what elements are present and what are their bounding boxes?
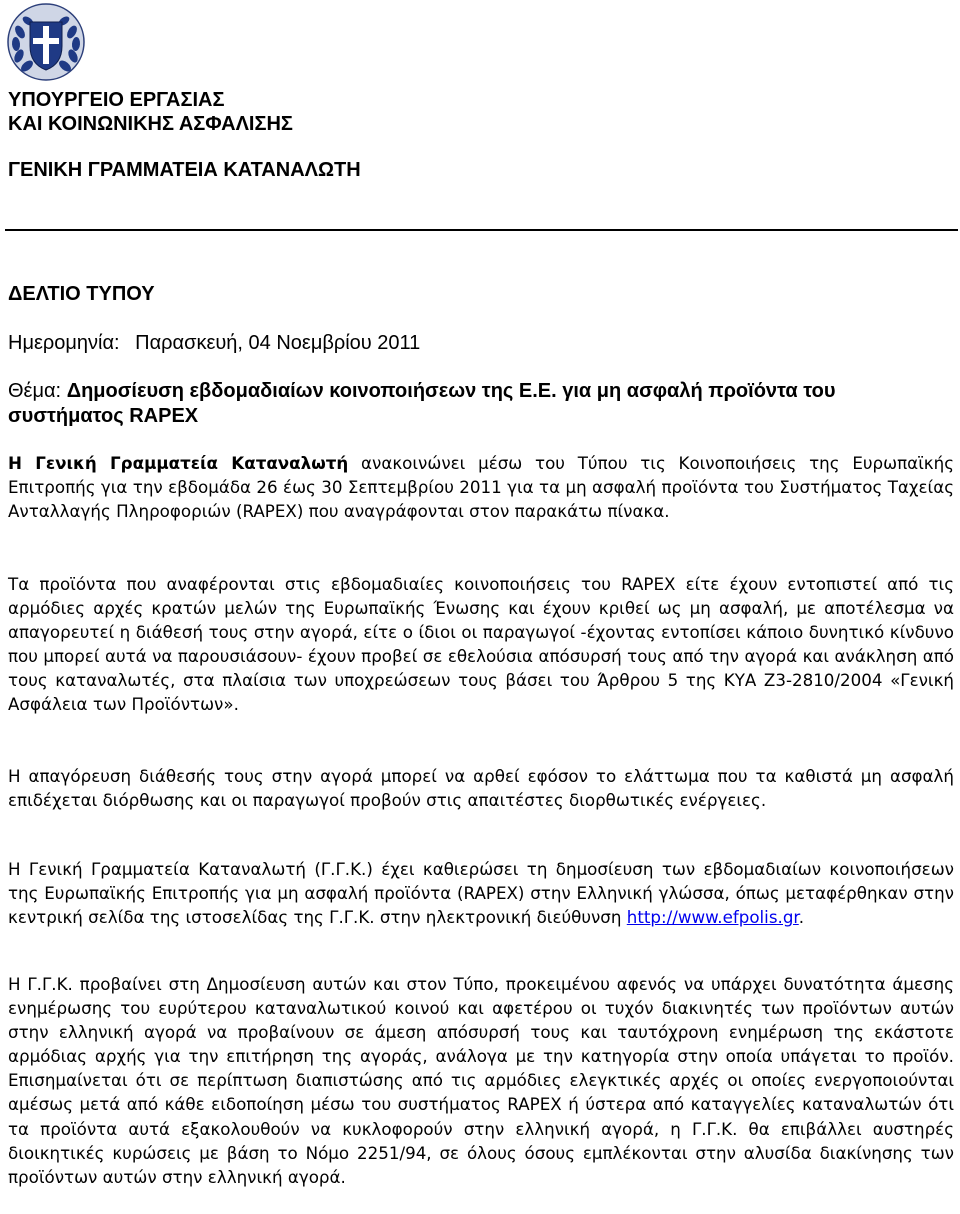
greek-coat-of-arms-emblem xyxy=(6,2,86,82)
date-value: Παρασκευή, 04 Νοεμβρίου 2011 xyxy=(135,332,421,354)
header-divider xyxy=(5,229,958,231)
paragraph-press-publication: Η Γ.Γ.Κ. προβαίνει στη Δημοσίευση αυτών και στον Τύπο, προκειμένου αφενός να υπάρχει δυνατότητα άμεσης ενημέρωσης του ευρύτερου καταναλωτικού κοινού και αφετέρου οι τυχόν διακινητές των προϊόντων αυτών στην ελληνική αγορά να προβαίνουν σε άμεση απόσυρσή τους και ταυτόχρονη ενημέρωση της εκάστοτε αρμόδιας αρχής για την επιτήρηση της αγοράς, ανάλογα με την κατηγορία στην οποία υπάγεται το προϊόν. Επισημαίνεται ότι σε περίπτωση διαπιστώσης από τις αρμόδιες ελεγκτικές αρχές οι οποίες ενεργοποιούνται αμέσως μετά από κάθε ειδοποίηση μέσω του συστήματος RAPEX ή ύστερα από καταγγελίες καταναλωτών ότι τα προϊόντα αυτά εξακολουθούν να κυκλοφορούν στην ελληνική αγορά, η Γ.Γ.Κ. θα επιβάλλει αυστηρές διοικητικές κυρώσεις με βάση το Νόμο 2251/94, σε όλους όσους εμπλέκονται στην αλυσίδα διακίνησης των προϊόντων αυτών στην ελληνική αγορά. xyxy=(8,974,954,1187)
publication-text: Η Γενική Γραμματεία Καταναλωτή (Γ.Γ.Κ.) έχει καθιερώσει τη δημοσίευση των εβδομαδιαίων κοινοποιήσεων της Ευρωπαϊκής Επιτροπής για μη ασφαλή προϊόντα (RAPEX) στην Ελληνική γλώσσα, όπως μεταφέρθηκαν στην κεντρική σελίδα της ιστοσελίδας της Γ.Γ.Κ. στην ηλεκτρονική διεύθυνση xyxy=(8,859,954,928)
announcement-text: ανακοινώνει μέσω του Τύπου τις Κοινοποιήσεις της Ευρωπαϊκής Επιτροπής για την εβδομάδα 26 έως 30 Σεπτεμβρίου 2011 για τα μη ασφαλή προϊόντα του Συστήματος Ταχείας Ανταλλαγής Πληροφοριών (RAPEX) που αναγράφονται στον παρακάτω πίνακα. xyxy=(8,453,954,522)
publication-end: . xyxy=(798,907,805,928)
general-secretariat-name: ΓΕΝΙΚΗ ΓΡΑΜΜΑΤΕΙΑ ΚΑΤΑΝΑΛΩΤΗ xyxy=(8,159,361,181)
date-line xyxy=(8,330,420,356)
paragraph-ban-lifting: Η απαγόρευση διάθεσής τους στην αγορά μπορεί να αρθεί εφόσον το ελάττωμα που τα καθιστά μη ασφαλή επιδέχεται διόρθωσης και οι παραγωγοί προβούν στις απαιτέστες διορθωτικές ενέργειες. xyxy=(8,766,954,811)
subject-text-line-2: συστήματος RAPEX xyxy=(8,405,199,427)
ministry-name-line-2: ΚΑΙ ΚΟΙΝΩΝΙΚΗΣ ΑΣΦΑΛΙΣΗΣ xyxy=(8,113,293,135)
efpolis-website-link[interactable]: http://www.efpolis.gr xyxy=(626,907,799,928)
secretariat-bold-name: Η Γενική Γραμματεία Καταναλωτή xyxy=(8,453,349,473)
subject-label: Θέμα: xyxy=(8,380,62,402)
paragraph-publication xyxy=(8,857,954,929)
press-release-title: ΔΕΛΤΙΟ ΤΥΠΟΥ xyxy=(8,283,155,305)
subject-text-line-1: Δημοσίευση εβδομαδιαίων κοινοποιήσεων της Ε.Ε. για μη ασφαλή προϊόντα του xyxy=(66,380,836,402)
paragraph-announcement xyxy=(8,451,954,523)
paragraph-products-explanation: Τα προϊόντα που αναφέρονται στις εβδομαδιαίες κοινοποιήσεις του RAPEX είτε έχουν εντοπιστεί από τις αρμόδιες αρχές κρατών μελών της Ευρωπαϊκής Ένωσης και έχουν κριθεί ως μη ασφαλή, με αποτέλεσμα να απαγορευτεί η διάθεσή τους στην αγορά, είτε ο ίδιοι οι παραγωγοί -έχοντας εντοπίσει κάποιο δυνητικό κίνδυνο που μπορεί αυτά να παρουσιάσουν- έχουν προβεί σε εθελούσια απόσυρσή τους από την αγορά και ανάκληση από τους καταναλωτές, στα πλαίσια των υποχρεώσεων τους βάσει του Άρθρου 5 της ΚΥΑ Ζ3-2810/2004 «Γενική Ασφάλεια των Προϊόντων». xyxy=(8,574,954,715)
date-label: Ημερομηνία: xyxy=(8,332,120,354)
subject-line xyxy=(8,378,836,404)
ministry-name-line-1: ΥΠΟΥΡΓΕΙΟ ΕΡΓΑΣΙΑΣ xyxy=(8,89,225,111)
